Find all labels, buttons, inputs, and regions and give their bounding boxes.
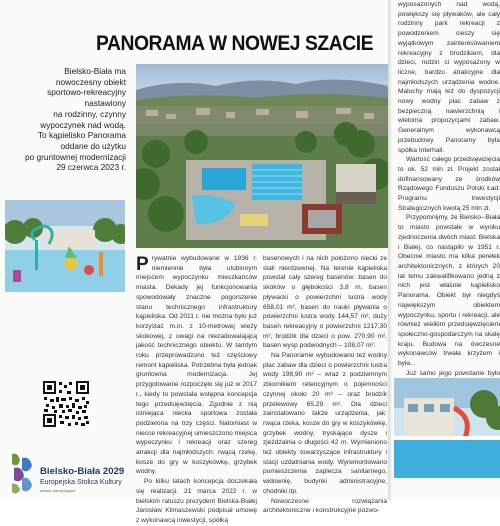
logo-subtitle: Europejska Stolica Kultury xyxy=(40,479,122,486)
aerial-pool-photo xyxy=(136,64,388,248)
article-title: PANORAMA W NOWEJ SZACIE xyxy=(96,32,374,55)
paragraph: Nowoczesne rozwiązania architektoniczne i konstrukcyjne pozwo- xyxy=(263,497,387,515)
logo-title: Bielsko-Biała 2029 xyxy=(40,466,125,477)
lead-line: na rodzinny, czynny xyxy=(53,108,126,119)
lead-line: sportowo-rekreacyjny xyxy=(47,87,126,98)
article-column-2 xyxy=(263,254,387,516)
paragraph: Na Panoramie wybudowano też wodny plac zabaw dla dzieci o powierzchni lustra wody 198,90 m² – wraz z podziemnym zbiornikiem retencyjnym o pojemności czynnej około 20 m³ – oraz brodzik przelewowy 65,29 m². Dla dzieci zainstalowano także urządzenia, jak: rwąca rzeka, kosze do gry w koszykówkę, grzybek wodny, tryskające dysze i zjeżdżalnia o długości 42 m. Wymieniono też obiekty towarzyszące infrastruktury i stacji uzdatniania wody. Wyremontowano pomieszczenia zaplecza sanitarnego, widownię, budynki administracyjne, chodniki itp. xyxy=(263,352,387,495)
paragraph: wyposażonych nad wodą, powiększy się pływaków, ale cały rodzinny park rekreacji z powodzeniem cieszy się wyjątkowym zainteresowaniem rekreacyjny z brodzikiem, dla dzieci, rodzin ci wyposażony w liczne, bardzo atrakcyjne dla najmłodszych urządzenia wodne. Maluchy mają też do dyspozycji nowy wodny plac zabaw z bezpieczną nawierzchnią i wieloma propozycjami zabaw. Generalnym wykonawcą przebudowy Panoramy była spółka Interhall. xyxy=(398,1,500,154)
lead-line: nowoczesny obiekt xyxy=(55,76,126,87)
lead-line: oddane do użytku xyxy=(60,140,126,151)
paragraph-text: rywatnie wybudowane w 1936 r. niemiennie była ulubionym miejscem wypoczynku mieszkańców miasta. Dekady jej funkcjonowania spowodowały znaczne pogorszenie stanu technicznego infrastruktury kąpieliska. Od 2011 r. nie można było już korzystać m.in. z 10-metrowej wieży skokowej, z uwagi na niezadowalającą jakość technicznego obiektu. W tamtym roku przeprowadzono też częściowy remont kąpieliska. Potrzebna była jednak gruntowna modernizacja. Jej przygotowanie rozpoczęło się już w 2017 r., kiedy to powstała wstępna koncepcja tego przedsięwzięcia. Zgodnie z nią istniejąca niecka sportowa została podzielona na trzy części. Natomiast w niecce rekreacyjnej umieszczono miejsca wypoczynku i rekreacji oraz szereg atrakcji dla najmłodszych: rwącą rzekę, kosze do gry w koszykówkę, grzybek wodny. xyxy=(136,255,257,476)
lead-line: Bielsko-Biała ma xyxy=(64,66,126,76)
paragraph: Już samo jego powstanie było xyxy=(406,369,500,377)
lead-line: wypoczynek nad wodą. xyxy=(40,119,126,130)
paragraph xyxy=(136,254,257,477)
article-column-1 xyxy=(136,254,257,526)
lead-line: To kąpielisko Panorama xyxy=(37,130,126,141)
ecoc-logo-icon xyxy=(8,450,36,496)
logo-tagline: miasto kandydujące xyxy=(40,488,76,493)
pool-slide-photo xyxy=(394,378,500,478)
lead-line: po gruntownej modernizacji xyxy=(24,151,126,162)
drop-cap: P xyxy=(136,254,149,275)
paragraph: Wartość całego przedsięwzięcia to ok. 52 mln zł. Projekt został dofinansowany ze środków Rządowego Funduszu Polski Ład: Programu Inwestycji Strategicznych kwotą 25 mln zł. xyxy=(398,156,500,212)
paragraph: Przypomnijmy, że Bielsko--Biała to miasto powstałe w wyniku zjednoczenia dwóch miast: Bielska i Białej, co nastąpiło w 1951 r. Obecnie miasto ma kilka perełek architektonicznych, z których 20 lat temu zakwalifikowano jedną z nich jest właśnie kąpielisko Panorama. Obiekt był niegdyś największym obiektem wypoczynku, sportu i rekreacji, ale również wielkim przedsięwzięciem społeczno-gospodarczym na skalę kraju. Budowa na ówczesne wykonawców trwała krzyżem i była... xyxy=(398,214,500,368)
paragraph: Po kilku latach koncepcja doczekała się realizacji. 21 marca 2022 r. w bielskim ratuszu prezydent Bielska-Białej Jarosław Klimaszewski podpisał umowę z wykonawcą inwestycji, spółką xyxy=(136,478,257,524)
water-playground-photo xyxy=(5,200,125,292)
lead-line: 29 czerwca 2023 r. xyxy=(56,162,126,173)
lead-line: nastawiony xyxy=(84,98,126,109)
qr-code[interactable] xyxy=(42,380,90,428)
paragraph: basenowych i na nich położono niecki ze stali nierdzewnej. Na terenie kąpieliska powstał cały szereg basenów: basen do skoków o głębokości 3,8 m, basen pływacki o powierzchni lustra wody 658,01 m², basen do nauki pływania o powierzchni lustra wody 144,57 m², duży basen rekreacyjny o powierzchni 1217,30 m², brodzik dla dzieci o pow. 270,90 m², basen wysp podwodnych – 108,07 m². xyxy=(263,255,387,350)
article-lead xyxy=(2,66,126,173)
ecoc-logo xyxy=(8,450,128,500)
